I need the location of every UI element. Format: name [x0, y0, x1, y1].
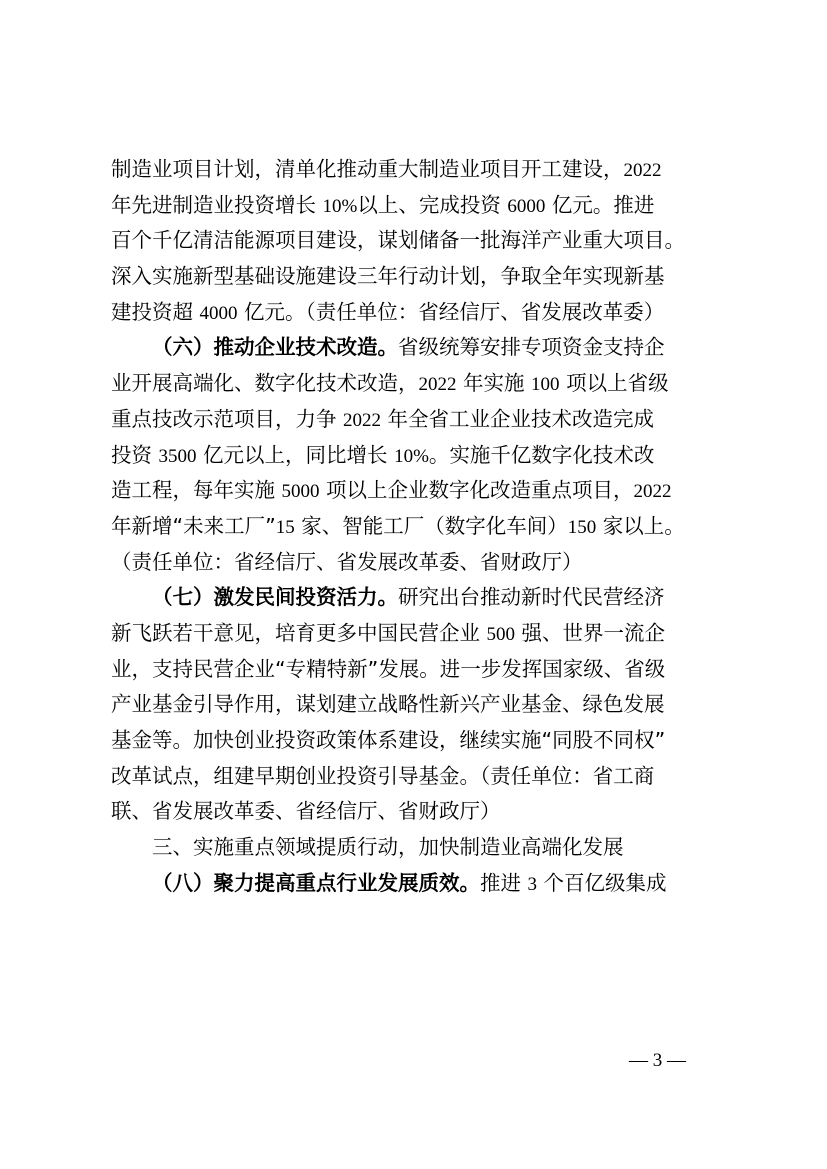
paragraph	[111, 580, 717, 830]
text-run: 投资	[111, 442, 159, 467]
paragraph	[111, 152, 717, 330]
text-run: 造工程，每年实施	[111, 478, 282, 503]
text-run: 10%	[322, 195, 358, 217]
text-line	[111, 616, 717, 652]
text-run: 亿元以上，同比增长	[196, 442, 395, 467]
text-run: 年全省工业企业技术改造完成	[381, 406, 655, 431]
text-run: 500	[486, 623, 516, 645]
text-run: 3500	[158, 445, 197, 467]
text-line	[111, 330, 717, 366]
text-line	[111, 723, 717, 759]
text-run: 强、世界一流企	[515, 620, 666, 645]
text-run: 百个千亿清洁能源项目建设，谋划储备一批海洋产业重大项目。	[111, 228, 685, 253]
text-run: 产业基金引导作用，谋划建立战略性新兴产业基金、绿色发展	[111, 692, 665, 717]
text-line	[111, 295, 717, 331]
text-run: 年实施	[456, 371, 532, 396]
text-run: 个百亿级集成	[537, 870, 667, 895]
text-run: 2022	[623, 160, 662, 181]
text-run: 深入实施新型基础设施建设三年行动计划，争取全年实现新基	[111, 264, 665, 289]
text-run: 项以上企业数字化改造重点项目，	[319, 478, 634, 503]
text-run: 联、省发展改革委、省经信厅、省财政厅）	[111, 799, 501, 824]
text-run: 100	[531, 374, 560, 396]
text-run: 基金等。加快创业投资政策体系建设，继续实施“同股不同权”	[111, 728, 666, 752]
text-line	[111, 223, 717, 259]
paragraph	[111, 866, 717, 902]
section-heading: （八）聚力提高重点行业发展质效。	[152, 870, 480, 895]
text-run: 3	[527, 873, 538, 895]
text-line	[111, 152, 717, 188]
text-line	[111, 438, 717, 474]
text-run: 三、实施重点领域提质行动，加快制造业高端化发展	[152, 835, 624, 860]
text-run: 10%	[394, 445, 429, 467]
page-number: — 3 —	[629, 1050, 686, 1071]
paragraph	[111, 330, 717, 580]
text-line	[111, 652, 717, 688]
text-run: 年新增“未来工厂”	[111, 513, 276, 538]
text-run: 家、智能工厂（数字化车间）	[294, 513, 568, 538]
text-line	[111, 580, 717, 616]
text-line	[111, 188, 717, 224]
text-run: 省级统筹安排专项资金支持企	[398, 335, 665, 360]
text-line	[111, 366, 717, 402]
text-line	[111, 545, 717, 581]
text-run: （责任单位：省经信厅、省发展改革委、省财政厅）	[111, 549, 583, 574]
text-run: 6000	[507, 195, 546, 217]
text-line	[111, 794, 717, 830]
text-run: 家以上。	[596, 513, 685, 538]
text-run: 以上、完成投资	[357, 192, 508, 217]
body-text	[111, 152, 717, 901]
text-run: 业，支持民营企业“专精特新”发展。进一步发挥国家级、省级	[111, 656, 666, 681]
text-run: 推进	[480, 870, 528, 895]
text-run: 研究出台推动新时代民营经济	[398, 585, 665, 610]
text-run: 2022	[418, 374, 457, 396]
text-run: 改革试点，组建早期创业投资引导基金。（责任单位：省工商	[111, 763, 655, 788]
text-run: 4000	[199, 302, 238, 324]
section-heading: （六）推动企业技术改造。	[152, 335, 398, 360]
text-run: 业开展高端化、数字化技术改造，	[111, 371, 419, 396]
paragraph	[111, 830, 717, 866]
text-run: 150	[567, 516, 597, 538]
text-line	[111, 402, 717, 438]
text-run: 2022	[633, 481, 672, 503]
text-run: 5000	[281, 481, 320, 503]
text-run: 制造业项目计划，清单化推动重大制造业项目开工建设，	[111, 157, 624, 181]
text-run: 重点技改示范项目，力争	[111, 406, 344, 431]
text-run: 项以上省级	[559, 371, 669, 396]
text-run: 15	[275, 516, 295, 538]
section-heading: （七）激发民间投资活力。	[152, 585, 398, 610]
text-line	[111, 759, 717, 795]
text-run: 亿元。推进	[545, 192, 655, 217]
text-run: 。实施千亿数字化技术改	[428, 442, 655, 467]
text-line	[111, 687, 717, 723]
text-line	[111, 509, 717, 545]
text-line	[111, 866, 717, 902]
text-run: 亿元。（责任单位：省经信厅、省发展改革委）	[237, 299, 665, 324]
text-line	[111, 830, 717, 866]
text-run: 年先进制造业投资增长	[111, 192, 323, 217]
text-line	[111, 473, 717, 509]
text-run: 2022	[343, 409, 382, 431]
text-run: 新飞跃若干意见，培育更多中国民营企业	[111, 620, 487, 645]
text-run: 建投资超	[111, 299, 200, 324]
text-line	[111, 259, 717, 295]
